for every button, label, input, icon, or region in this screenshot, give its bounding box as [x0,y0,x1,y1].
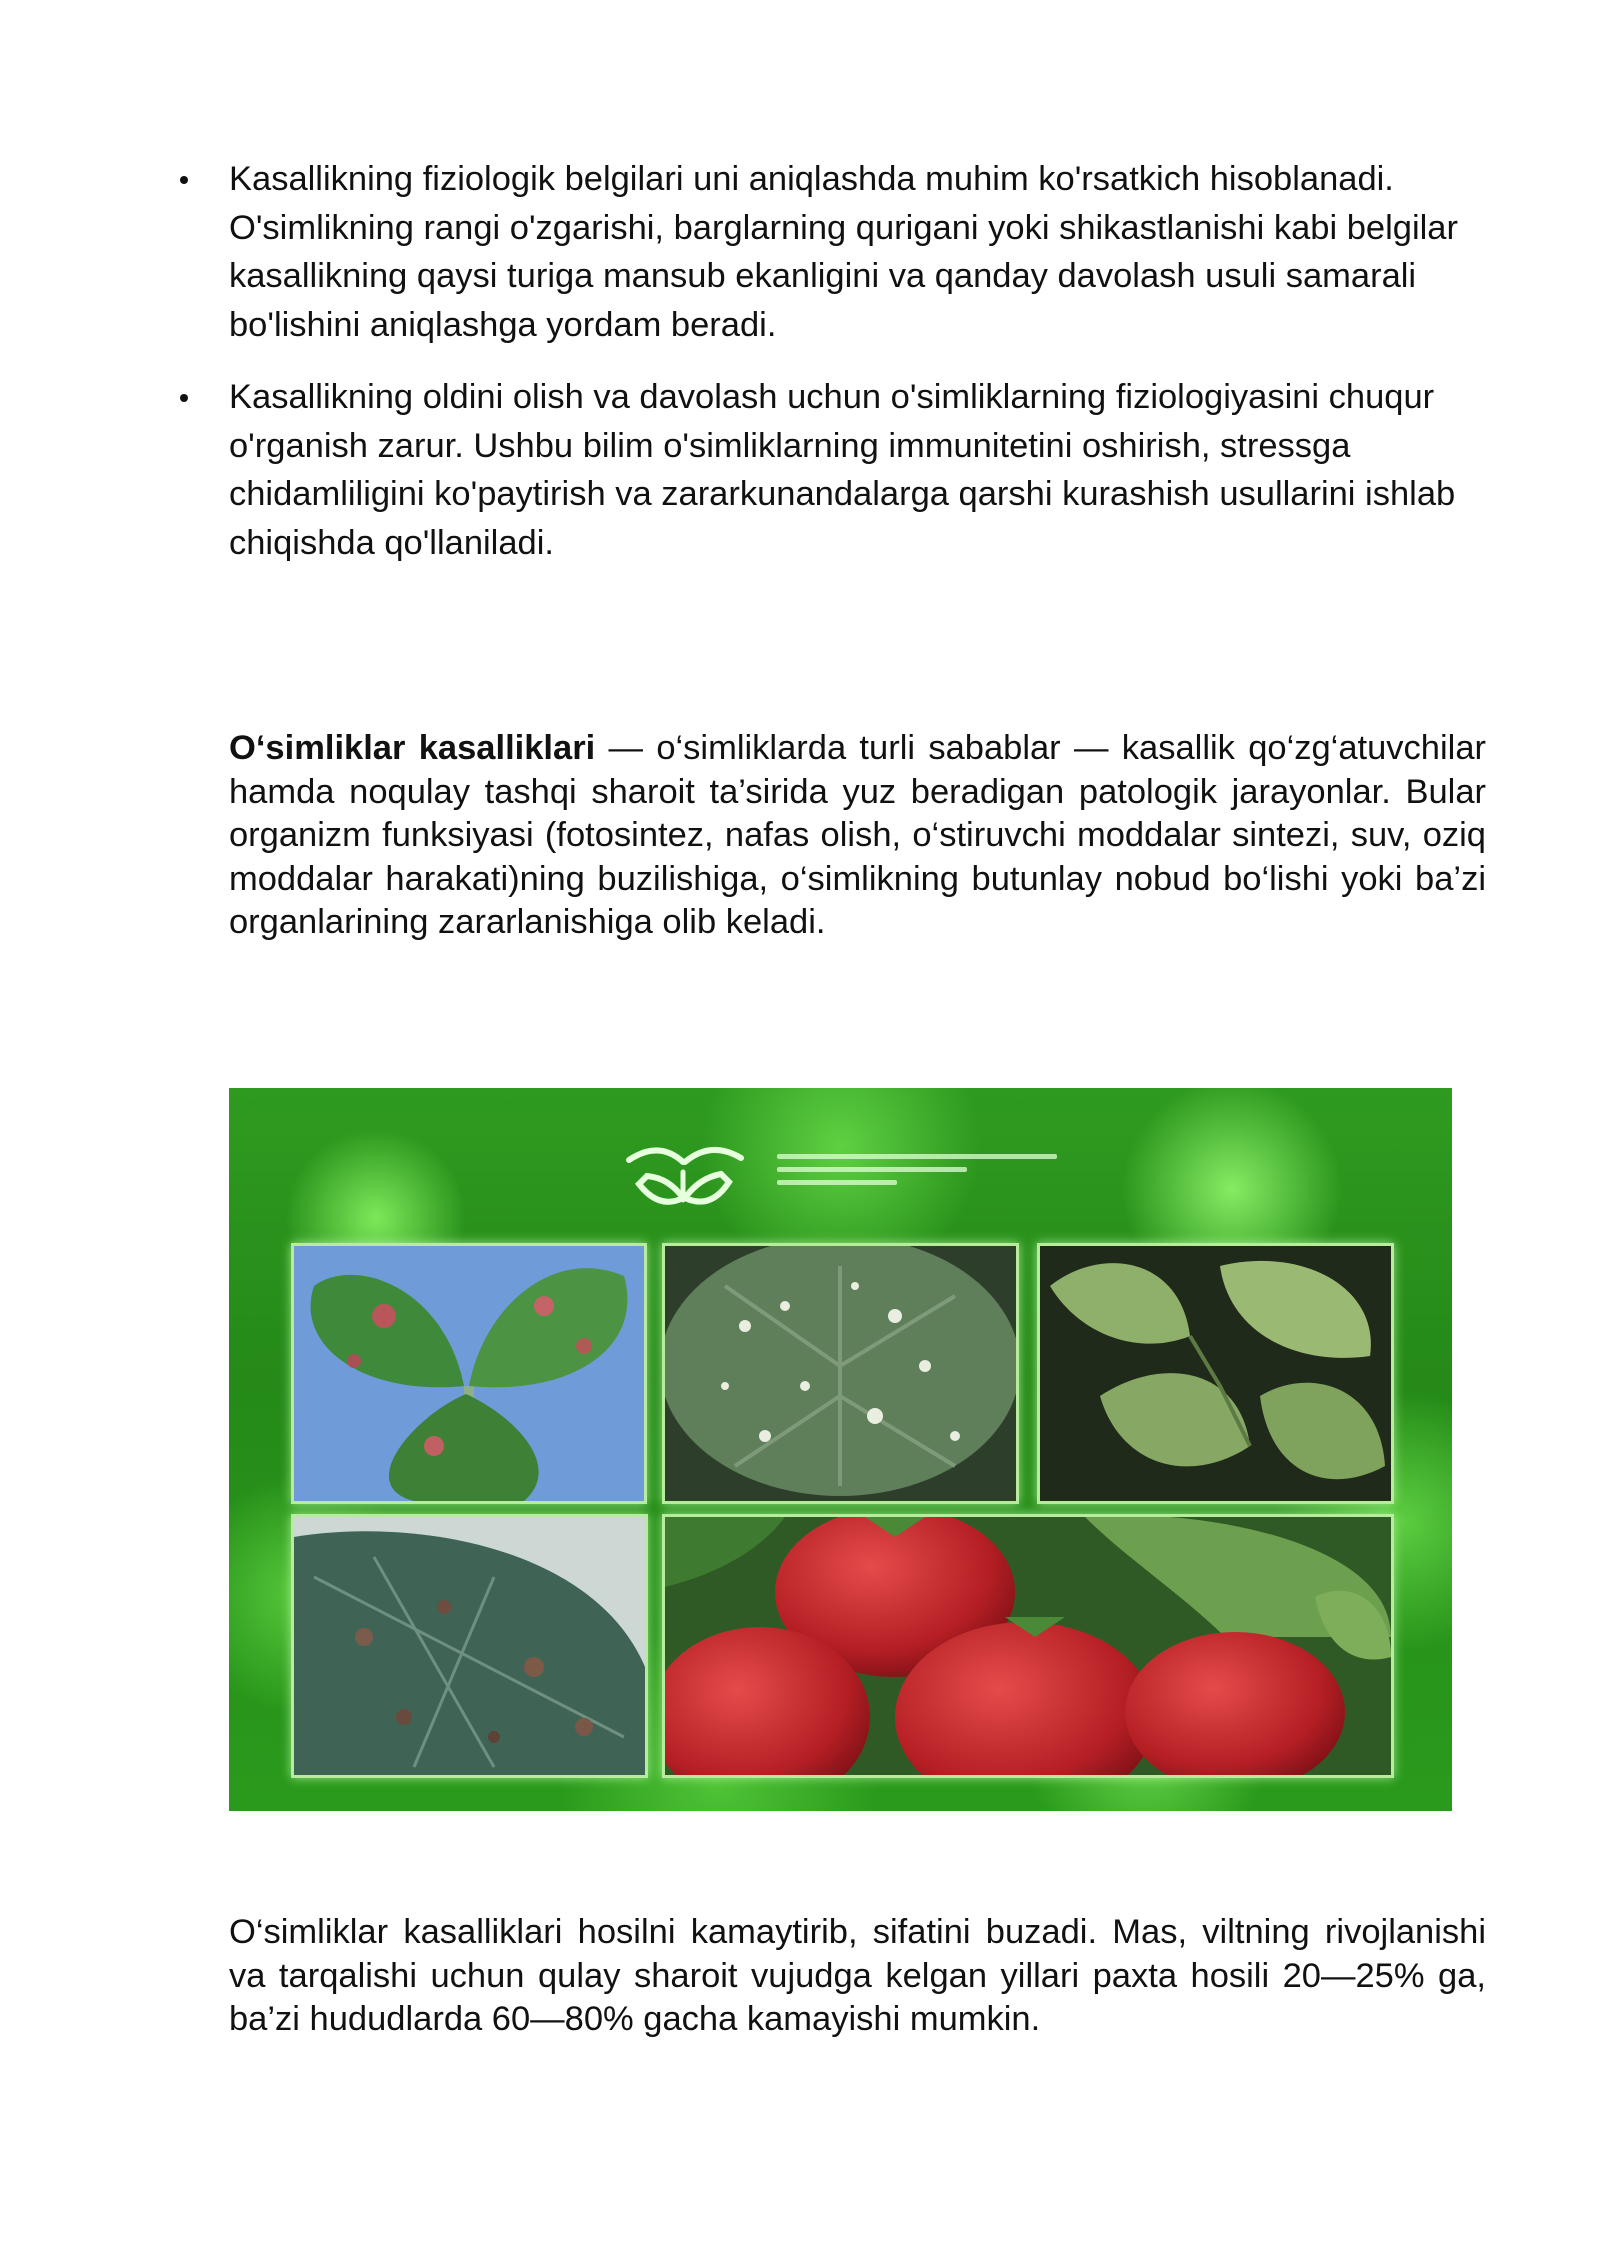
figure-caption-blur [777,1154,1077,1193]
leaf-logo-icon [619,1138,749,1213]
bullet-dot-icon [180,394,188,402]
leaf-spot-photo [291,1243,647,1504]
bullet-item [0,373,1469,567]
powdery-mildew-photo [662,1243,1019,1504]
healthy-leaves-photo [1037,1243,1394,1504]
bullet-item [0,155,1469,349]
losses-paragraph: O‘simliklar kasalliklari hosilni kamaytirib, sifatini buzadi. Mas, viltning rivojlanishi va tarqalishi uchun qulay sharoit vujudga kelgan yillari paxta hosili 20—25% ga, ba’zi hududlarda 60—80% gacha kamayishi mumkin. [229,1913,1486,2038]
bullet-text: Kasallikning fiziologik belgilari uni aniqlashda muhim ko'rsatkich hisoblanadi. O'simlikning rangi o'zgarishi, barglarning qurigani yoki shikastlanishi kabi belgilar kasallikning qaysi turiga mansub ekanligini va qanday davolash usuli samarali bo'lishini aniqlashga yordam beradi. [229,160,1458,344]
definition-text: — o‘simliklarda turli sabablar — kasallik qo‘zg‘atuvchilar hamda noqulay tashqi sharoit ta’sirida yuz beradigan patologik jarayonlar. Bular organizm funksiyasi (fotosintez, nafas olish, o‘stiruvchi moddalar sintezi, suv, oziq moddalar harakati)ning buzilishiga, o‘simlikning butunlay nobud bo‘lishi yoki ba’zi organlarining zararlanishiga olib keladi. [229,729,1486,941]
bullet-text: Kasallikning oldini olish va davolash uchun o'simliklarning fiziologiyasini chuqur o'rganish zarur. Ushbu bilim o'simliklarning immunitetini oshirish, stressga chidamliligini ko'paytirish va zararkunandalarga qarshi kurashish usullarini ishlab chiqishda qo'llaniladi. [229,378,1456,562]
strawberries-photo [662,1514,1394,1778]
plant-disease-figure [229,1088,1452,1811]
leaf-blight-photo [291,1514,648,1778]
definition-paragraph [229,727,1486,945]
bullet-dot-icon [180,176,188,184]
bullet-list [0,155,1600,591]
definition-term: O‘simliklar kasalliklari [229,729,596,767]
